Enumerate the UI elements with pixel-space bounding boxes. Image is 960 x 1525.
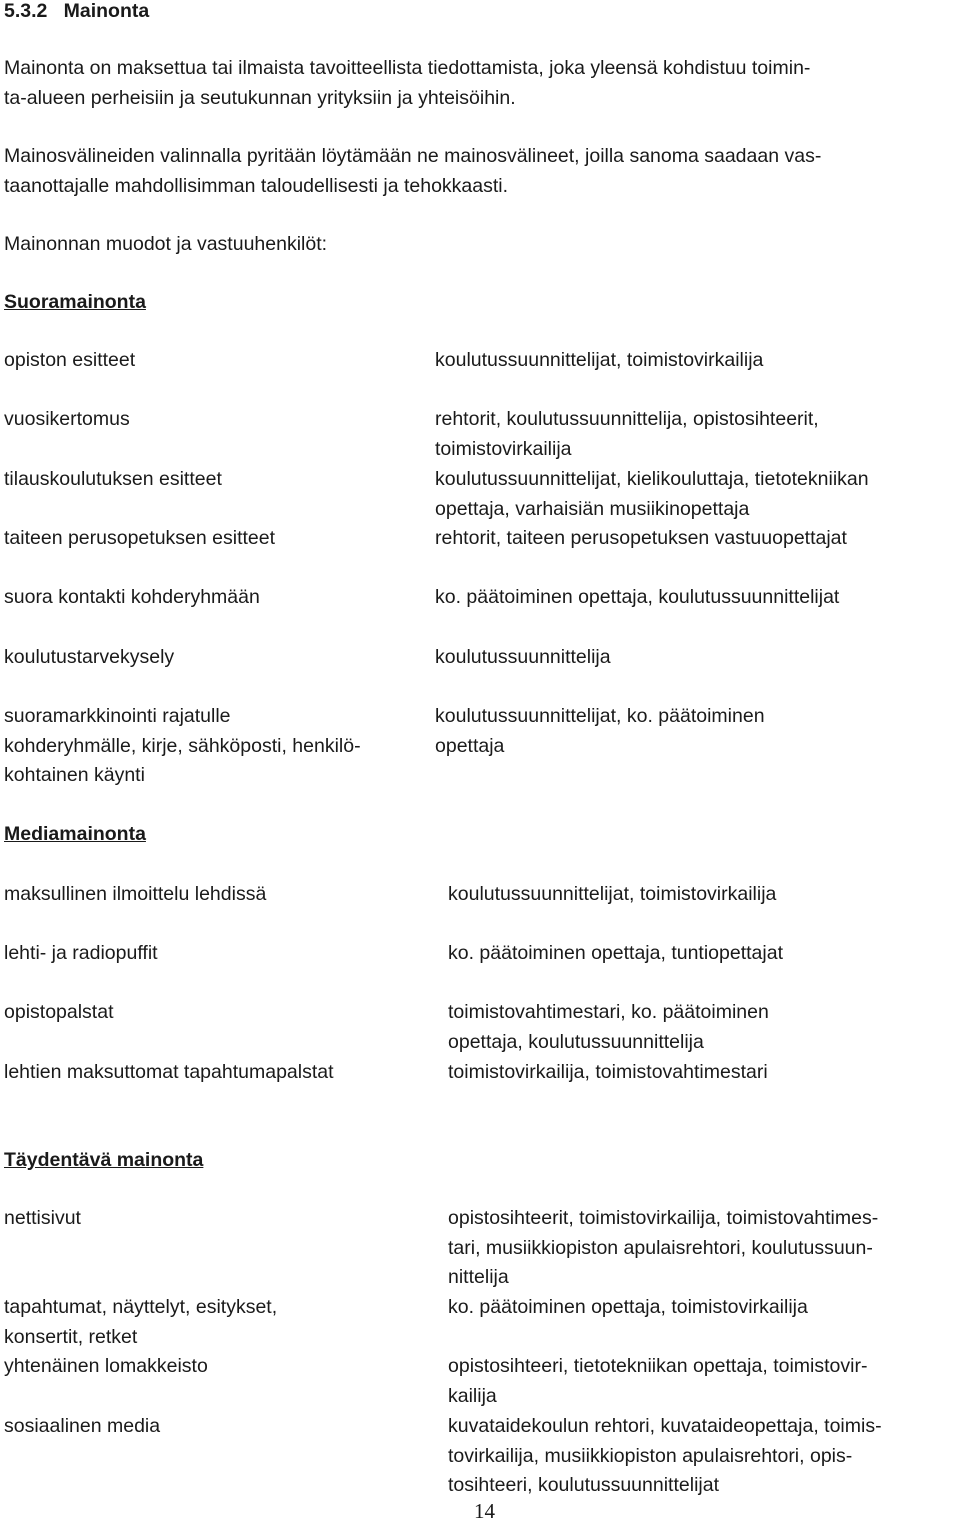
table-row-responsible: koulutussuunnittelijat, toimistovirkailija bbox=[435, 349, 764, 371]
group-heading-suoramainonta: Suoramainonta bbox=[4, 291, 146, 313]
table-row-responsible: ko. päätoiminen opettaja, koulutussuunnittelijat bbox=[435, 586, 840, 608]
table-row-item: lehti- ja radiopuffit bbox=[4, 942, 158, 964]
table-row-responsible: koulutussuunnittelijat, ko. päätoiminen opettaja bbox=[435, 705, 765, 757]
table-row-responsible: koulutussuunnittelijat, toimistovirkailija bbox=[448, 883, 777, 905]
page-number: 14 bbox=[474, 1499, 495, 1523]
table-row-responsible: rehtorit, koulutussuunnittelija, opistosihteerit, toimistovirkailija bbox=[435, 408, 819, 460]
table-row-responsible: opistosihteerit, toimistovirkailija, toimistovahtimes- tari, musiikkiopiston apulaisrehtori, koulutussuun- nittelija bbox=[448, 1207, 879, 1289]
table-row-responsible: kuvataidekoulun rehtori, kuvataideopettaja, toimis- tovirkailija, musiikkiopiston apulaisrehtori, opis- tosihteeri, koulutussuunnittelijat bbox=[448, 1415, 882, 1497]
table-row-item: koulutustarvekysely bbox=[4, 646, 175, 668]
section-number: 5.3.2 bbox=[4, 0, 48, 22]
group-heading-taydentava-mainonta: Täydentävä mainonta bbox=[4, 1149, 204, 1171]
table-row-item: tilauskoulutuksen esitteet bbox=[4, 468, 222, 490]
table-row-item: suora kontakti kohderyhmään bbox=[4, 586, 260, 608]
table-row-responsible: ko. päätoiminen opettaja, toimistovirkailija bbox=[448, 1296, 808, 1318]
table-row-item: yhtenäinen lomakkeisto bbox=[4, 1355, 208, 1377]
table-row-item: sosiaalinen media bbox=[4, 1415, 161, 1437]
table-row-responsible: ko. päätoiminen opettaja, tuntiopettajat bbox=[448, 942, 783, 964]
group-heading-mediamainonta: Mediamainonta bbox=[4, 823, 146, 845]
table-row-responsible: koulutussuunnittelijat, kielikouluttaja, tietotekniikan opettaja, varhaisiän musiikinopettaja bbox=[435, 468, 869, 520]
intro-paragraph-1: Mainonta on maksettua tai ilmaista tavoitteellista tiedottamista, joka yleensä kohdistuu toimin- ta-alueen perheisiin ja seutukunnan yrityksiin ja yhteisöihin. bbox=[4, 57, 811, 109]
table-row-item: taiteen perusopetuksen esitteet bbox=[4, 527, 276, 549]
forms-intro: Mainonnan muodot ja vastuuhenkilöt: bbox=[4, 233, 328, 255]
table-row-responsible: koulutussuunnittelija bbox=[435, 646, 611, 668]
table-row-responsible: toimistovahtimestari, ko. päätoiminen opettaja, koulutussuunnittelija bbox=[448, 1001, 769, 1053]
table-row-item: opiston esitteet bbox=[4, 349, 136, 371]
table-row-item: opistopalstat bbox=[4, 1001, 114, 1023]
table-row-item: vuosikertomus bbox=[4, 408, 130, 430]
section-heading bbox=[4, 0, 149, 27]
table-row-responsible: toimistovirkailija, toimistovahtimestari bbox=[448, 1061, 768, 1083]
table-row-item: nettisivut bbox=[4, 1207, 81, 1229]
table-row-responsible: rehtorit, taiteen perusopetuksen vastuuopettajat bbox=[435, 527, 847, 549]
intro-paragraph-2: Mainosvälineiden valinnalla pyritään löytämään ne mainosvälineet, joilla sanoma saadaan vas- taanottajalle mahdollisimman taloudellisesti ja tehokkaasti. bbox=[4, 145, 822, 197]
table-row-item: lehtien maksuttomat tapahtumapalstat bbox=[4, 1061, 334, 1083]
table-row-responsible: opistosihteeri, tietotekniikan opettaja, toimistovir- kailija bbox=[448, 1355, 868, 1407]
table-row-item: tapahtumat, näyttelyt, esitykset, konsertit, retket bbox=[4, 1296, 278, 1348]
section-title: Mainonta bbox=[63, 0, 150, 22]
table-row-item: suoramarkkinointi rajatulle kohderyhmälle, kirje, sähköposti, henkilö- kohtainen käynti bbox=[4, 705, 361, 787]
table-row-item: maksullinen ilmoittelu lehdissä bbox=[4, 883, 267, 905]
